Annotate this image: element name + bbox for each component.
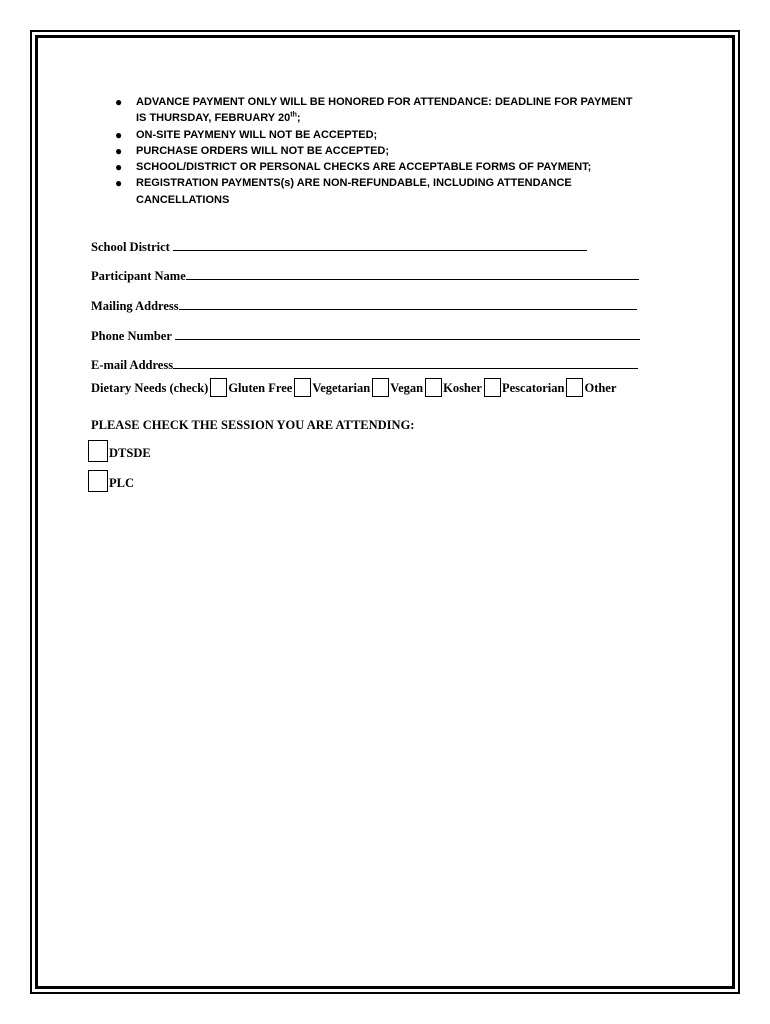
phone-number-field [91,328,640,344]
email-address-field [91,357,638,373]
mailing-address-field [91,298,637,314]
dtsde-checkbox[interactable] [88,440,108,462]
pescatorian-checkbox[interactable] [484,378,501,397]
notice-on-site: ● ON-SITE PAYMENY WILL NOT BE ACCEPTED; [115,127,378,142]
notice-advance-payment: ● ADVANCE PAYMENT ONLY WILL BE HONORED FOR ATTENDANCE: DEADLINE FOR PAYMENT IS THURSDAY, FEBRUARY 20th; [115,95,633,125]
notice-non-refundable: ● REGISTRATION PAYMENTS(s) ARE NON-REFUNDABLE, INCLUDING ATTENDANCE CANCELLATIONS [115,176,572,206]
bullet-icon: ● [115,176,123,191]
session-heading: PLEASE CHECK THE SESSION YOU ARE ATTENDING: [91,418,415,432]
mailing-address-input[interactable] [179,298,637,310]
kosher-checkbox[interactable] [425,378,442,397]
dtsde-label: DTSDE [109,446,151,460]
participant-name-field [91,268,639,284]
other-label: Other [584,381,617,395]
notice-purchase-orders: ● PURCHASE ORDERS WILL NOT BE ACCEPTED; [115,143,390,158]
bullet-icon: ● [115,127,123,142]
phone-number-input[interactable] [175,328,640,340]
session-option-plc [88,470,134,492]
dietary-needs-label: Dietary Needs (check) [91,381,209,395]
school-district-field [91,239,587,255]
plc-checkbox[interactable] [88,470,108,492]
gluten-free-label: Gluten Free [228,381,293,395]
participant-name-input[interactable] [186,268,639,280]
payment-notices [112,94,672,208]
vegan-label: Vegan [390,381,424,395]
vegetarian-label: Vegetarian [312,381,371,395]
bullet-icon: ● [115,143,123,158]
participant-name-label: Participant Name [91,269,186,283]
session-option-dtsde [88,440,151,462]
pescatorian-label: Pescatorian [501,381,565,395]
notice-checks: ● SCHOOL/DISTRICT OR PERSONAL CHECKS ARE ACCEPTABLE FORMS OF PAYMENT; [115,160,592,175]
phone-number-label: Phone Number [91,329,172,343]
kosher-label: Kosher [443,381,482,395]
mailing-address-label: Mailing Address [91,299,179,313]
vegetarian-checkbox[interactable] [294,378,311,397]
email-address-label: E-mail Address [91,358,174,372]
school-district-input[interactable] [173,239,587,251]
other-checkbox[interactable] [566,378,583,397]
dietary-needs-row [91,378,616,397]
email-address-input[interactable] [173,357,638,369]
plc-label: PLC [109,476,134,490]
vegan-checkbox[interactable] [372,378,389,397]
bullet-icon: ● [115,95,123,109]
bullet-icon: ● [115,160,123,175]
school-district-label: School District [91,240,170,254]
gluten-free-checkbox[interactable] [210,378,227,397]
